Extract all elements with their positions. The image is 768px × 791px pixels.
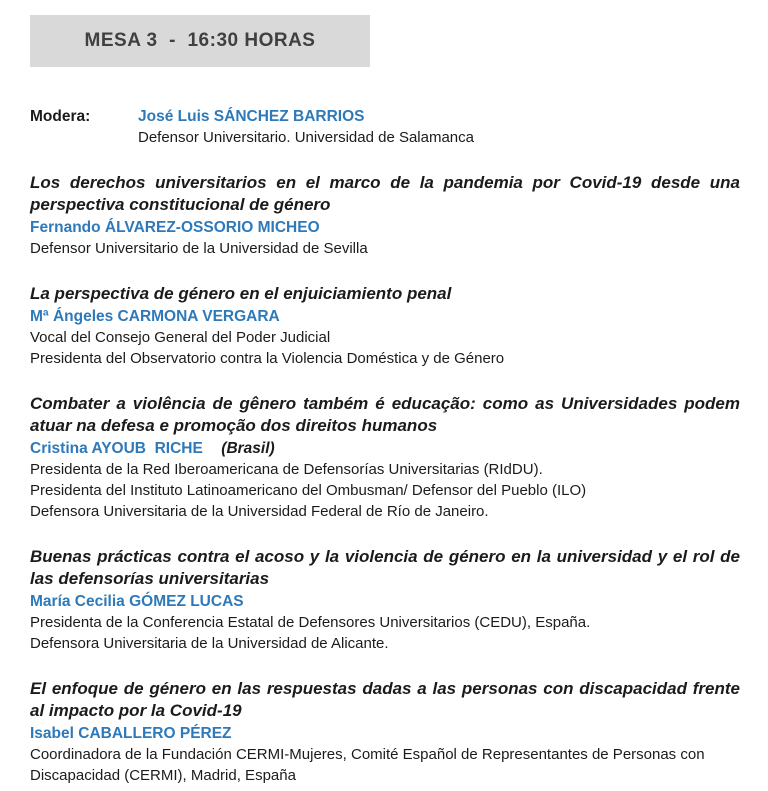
speaker-affiliation: Defensora Universitaria de la Universidad Federal de Río de Janeiro. (30, 503, 489, 520)
speaker-name: Fernando ÁLVAREZ-OSSORIO MICHEO (30, 219, 320, 236)
speaker-affiliation: Presidenta del Instituto Latinoamericano del Ombusman/ Defensor del Pueblo (ILO) (30, 482, 587, 499)
session-header-banner (30, 15, 370, 67)
session-entry-4 (30, 546, 740, 654)
session-entry-1 (30, 172, 740, 259)
speaker-affiliation: Presidenta de la Conferencia Estatal de Defensores Universitarios (CEDU), España. (30, 614, 591, 631)
speaker-row (30, 591, 740, 612)
talk-title: La perspectiva de género en el enjuiciamiento penal (30, 284, 452, 303)
speaker-affiliation: Presidenta del Observatorio contra la Violencia Doméstica y de Género (30, 350, 505, 367)
moderator-label: Modera: (30, 108, 91, 125)
speaker-row (30, 723, 740, 744)
talk-title: El enfoque de género en las respuestas dadas a las personas con discapacidad frente al impacto por la Covid-19 (30, 679, 740, 720)
speaker-name: Mª Ángeles CARMONA VERGARA (30, 308, 280, 325)
talk-title: Combater a violência de gênero também é educação: como as Universidades podem atuar na defesa e promoção dos direitos humanos (30, 394, 740, 435)
session-entry-3 (30, 393, 740, 522)
speaker-name: Isabel CABALLERO PÉREZ (30, 725, 232, 742)
speaker-affiliation: Presidenta de la Red Iberoamericana de Defensorías Universitarias (RIdDU). (30, 461, 543, 478)
moderator-block (30, 107, 740, 148)
session-entry-2 (30, 283, 740, 369)
talk-title: Los derechos universitarios en el marco de la pandemia por Covid-19 desde una perspectiva constitucional de género (30, 173, 740, 214)
speaker-affiliation: Defensora Universitaria de la Universidad de Alicante. (30, 635, 389, 652)
speaker-affiliation: Defensor Universitario de la Universidad de Sevilla (30, 240, 368, 257)
session-entry-5 (30, 678, 740, 786)
speaker-row (30, 438, 740, 459)
speaker-row (30, 217, 740, 238)
moderator-affiliation: Defensor Universitario. Universidad de Salamanca (138, 129, 474, 146)
session-header-title: MESA 3 - 16:30 HORAS (84, 30, 316, 51)
speaker-affiliation: Vocal del Consejo General del Poder Judicial (30, 329, 331, 346)
moderator-name: José Luis SÁNCHEZ BARRIOS (138, 108, 365, 125)
talk-title: Buenas prácticas contra el acoso y la violencia de género en la universidad y el rol de las defensorías universitarias (30, 547, 740, 588)
speaker-name: Cristina AYOUB RICHE (30, 440, 203, 457)
speaker-name: María Cecilia GÓMEZ LUCAS (30, 593, 244, 610)
speaker-row (30, 306, 740, 327)
speaker-affiliation: Coordinadora de la Fundación CERMI-Mujeres, Comité Español de Representantes de Personas con Discapacidad (CERMI), Madrid, España (30, 746, 705, 784)
speaker-country-note: (Brasil) (221, 440, 275, 457)
